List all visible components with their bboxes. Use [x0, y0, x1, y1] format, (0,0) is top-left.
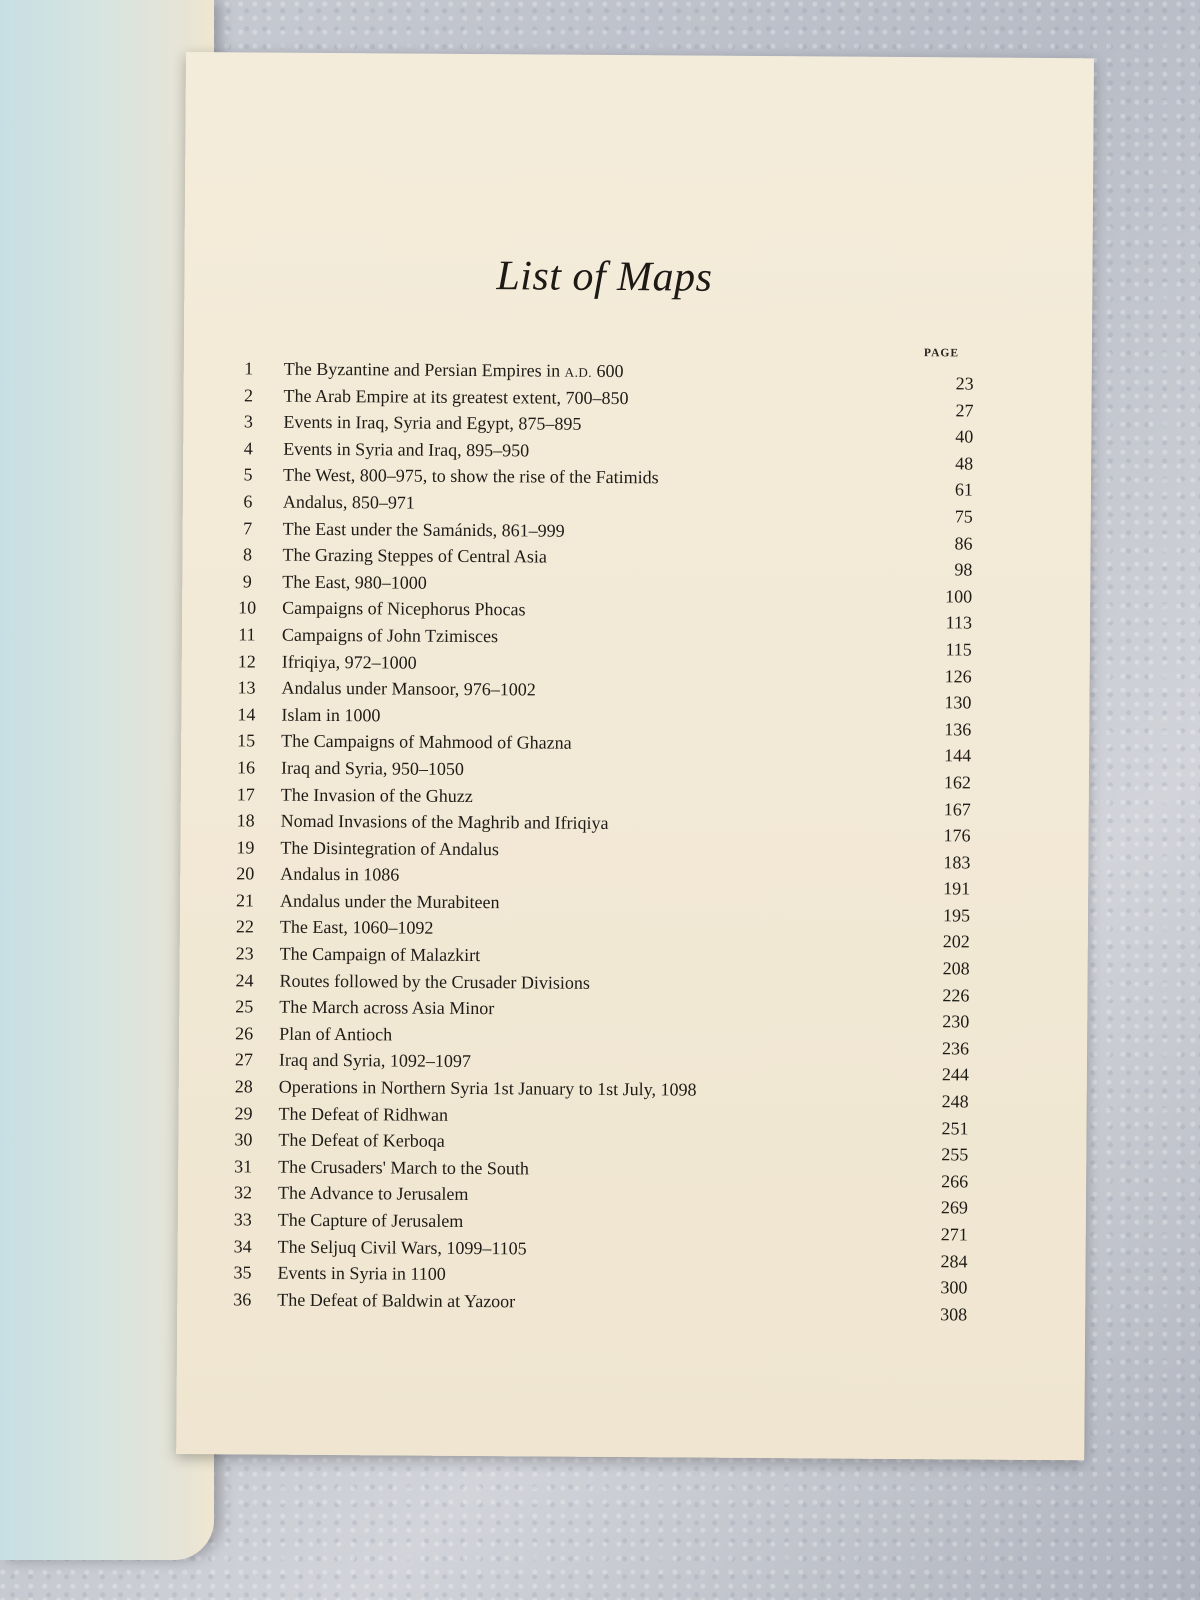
map-title: The Defeat of Ridhwan	[278, 1103, 449, 1125]
map-page-number: 183	[943, 851, 971, 873]
map-page-number: 75	[954, 506, 973, 527]
map-number: 15	[237, 730, 256, 751]
map-title: Plan of Antioch	[279, 1023, 393, 1045]
map-page-number: 100	[945, 586, 973, 607]
map-title: Events in Syria and Iraq, 895–950	[283, 438, 530, 461]
map-title: The Campaigns of Mahmood of Ghazna	[281, 730, 572, 754]
map-page-number: 284	[940, 1250, 968, 1272]
map-number: 24	[235, 970, 254, 991]
map-number: 1	[244, 358, 254, 379]
map-page-number: 27	[955, 399, 974, 421]
map-title: Operations in Northern Syria 1st January to 1st July, 1098	[278, 1076, 697, 1100]
map-number: 34	[233, 1235, 252, 1257]
map-number: 8	[242, 544, 253, 565]
map-number: 25	[235, 996, 254, 1017]
map-title: Routes followed by the Crusader Divisions	[279, 970, 591, 993]
map-title: The Invasion of the Ghuzz	[280, 784, 473, 806]
map-page-number: 271	[940, 1224, 968, 1245]
map-number: 6	[243, 491, 253, 512]
map-title: Andalus, 850–971	[282, 491, 415, 513]
map-page-number: 144	[944, 745, 972, 766]
map-page-number: 130	[944, 692, 972, 713]
map-title-tail: 600	[591, 360, 624, 382]
map-title: The East, 980–1000	[282, 571, 427, 593]
map-page-number: 86	[954, 532, 973, 554]
map-title: The East under the Samánids, 861–999	[282, 518, 565, 541]
map-title: Events in Iraq, Syria and Egypt, 875–895	[283, 411, 582, 434]
map-title: Andalus under Mansoor, 976–1002	[281, 677, 536, 700]
map-page-number: 226	[942, 984, 970, 1006]
map-number: 7	[243, 517, 253, 539]
map-number: 5	[243, 464, 253, 485]
map-title: The Defeat of Baldwin at Yazoor	[277, 1289, 516, 1312]
map-title: The West, 800–975, to show the rise of the Fatimids	[282, 465, 659, 488]
map-page-number: 202	[942, 931, 970, 952]
map-number: 28	[234, 1076, 253, 1097]
map-number: 17	[236, 783, 255, 804]
map-title: The Disintegration of Andalus	[280, 837, 499, 859]
map-page-number: 269	[940, 1197, 969, 1218]
map-title: Andalus in 1086	[280, 863, 400, 885]
map-page-number: 115	[945, 639, 972, 660]
map-number: 27	[234, 1049, 254, 1070]
map-title: Ifriqiya, 972–1000	[281, 651, 417, 673]
map-number: 11	[238, 624, 256, 645]
map-number: 16	[236, 757, 256, 778]
map-page-number: 195	[942, 905, 971, 926]
right-page	[176, 52, 1094, 1460]
map-title	[284, 359, 624, 382]
map-page-number: 23	[955, 373, 974, 394]
map-title: The Arab Empire at its greatest extent, 700–850	[283, 385, 629, 408]
map-number: 23	[235, 943, 254, 964]
map-number: 19	[236, 837, 255, 858]
map-number: 13	[237, 677, 256, 698]
map-list	[227, 354, 974, 1325]
map-page-number: 48	[955, 453, 974, 474]
map-title: The East, 1060–1092	[279, 917, 434, 939]
map-number: 21	[236, 890, 255, 911]
map-page-number: 208	[942, 958, 970, 979]
map-page-number: 308	[940, 1304, 968, 1325]
map-page-number: 176	[943, 825, 971, 846]
map-page-number: 136	[944, 719, 972, 740]
map-list-item	[227, 1285, 968, 1325]
map-title: Campaigns of Nicephorus Phocas	[282, 598, 526, 620]
map-page-number: 248	[941, 1091, 969, 1112]
map-title: The March across Asia Minor	[279, 996, 495, 1019]
map-number: 20	[236, 863, 255, 884]
map-number: 3	[243, 411, 253, 432]
map-number: 35	[233, 1262, 252, 1283]
map-number: 22	[235, 916, 254, 937]
map-number: 36	[233, 1289, 252, 1310]
map-title: Iraq and Syria, 950–1050	[280, 757, 465, 779]
map-title: Andalus under the Murabiteen	[280, 890, 500, 913]
map-page-number: 191	[943, 878, 971, 899]
map-title-small-caps: A.D.	[564, 364, 593, 380]
map-number: 9	[242, 571, 252, 592]
map-title: The Crusaders' March to the South	[278, 1156, 529, 1179]
map-page-number: 266	[941, 1171, 969, 1192]
map-page-number: 113	[945, 612, 973, 633]
map-title: The Grazing Steppes of Central Asia	[282, 544, 547, 567]
map-page-number: 236	[941, 1038, 970, 1059]
map-title: Islam in 1000	[281, 704, 381, 726]
page-column-heading: PAGE	[923, 347, 960, 360]
map-title-text: The Byzantine and Persian Empires in	[283, 358, 565, 381]
map-number: 2	[244, 385, 254, 406]
map-page-number: 61	[954, 479, 974, 500]
map-page-number: 126	[944, 665, 972, 687]
map-title: Iraq and Syria, 1092–1097	[278, 1050, 471, 1072]
map-title: The Capture of Jerusalem	[277, 1209, 464, 1231]
map-page-number: 255	[941, 1144, 969, 1165]
map-page-number: 251	[941, 1117, 969, 1139]
map-page-number: 230	[942, 1011, 970, 1032]
map-title: The Campaign of Malazkirt	[279, 943, 481, 966]
map-number: 33	[233, 1209, 252, 1230]
map-number: 26	[235, 1023, 254, 1044]
map-page-number: 300	[940, 1277, 968, 1298]
map-page-number: 98	[954, 559, 973, 580]
map-page-number: 162	[943, 772, 971, 793]
map-title: Campaigns of John Tzimisces	[281, 624, 499, 647]
map-number: 18	[236, 810, 255, 831]
map-number: 10	[238, 597, 257, 618]
map-number: 4	[243, 438, 253, 459]
map-page-number: 40	[955, 426, 974, 447]
map-number: 31	[234, 1156, 253, 1177]
map-number: 30	[234, 1129, 253, 1150]
map-number: 32	[233, 1182, 253, 1203]
page-title: List of Maps	[496, 253, 713, 301]
map-page-number: 167	[943, 798, 971, 819]
map-number: 14	[237, 704, 256, 725]
map-number: 29	[234, 1102, 253, 1124]
map-title: Events in Syria in 1100	[277, 1262, 446, 1285]
map-title: The Advance to Jerusalem	[277, 1183, 469, 1205]
show-through-text	[465, 134, 468, 150]
map-page-number: 244	[941, 1064, 969, 1085]
map-number: 12	[237, 650, 256, 672]
map-title: The Seljuq Civil Wars, 1099–1105	[277, 1236, 527, 1259]
map-title: The Defeat of Kerboqa	[278, 1129, 445, 1152]
map-title: Nomad Invasions of the Maghrib and Ifriqiya	[280, 810, 609, 834]
